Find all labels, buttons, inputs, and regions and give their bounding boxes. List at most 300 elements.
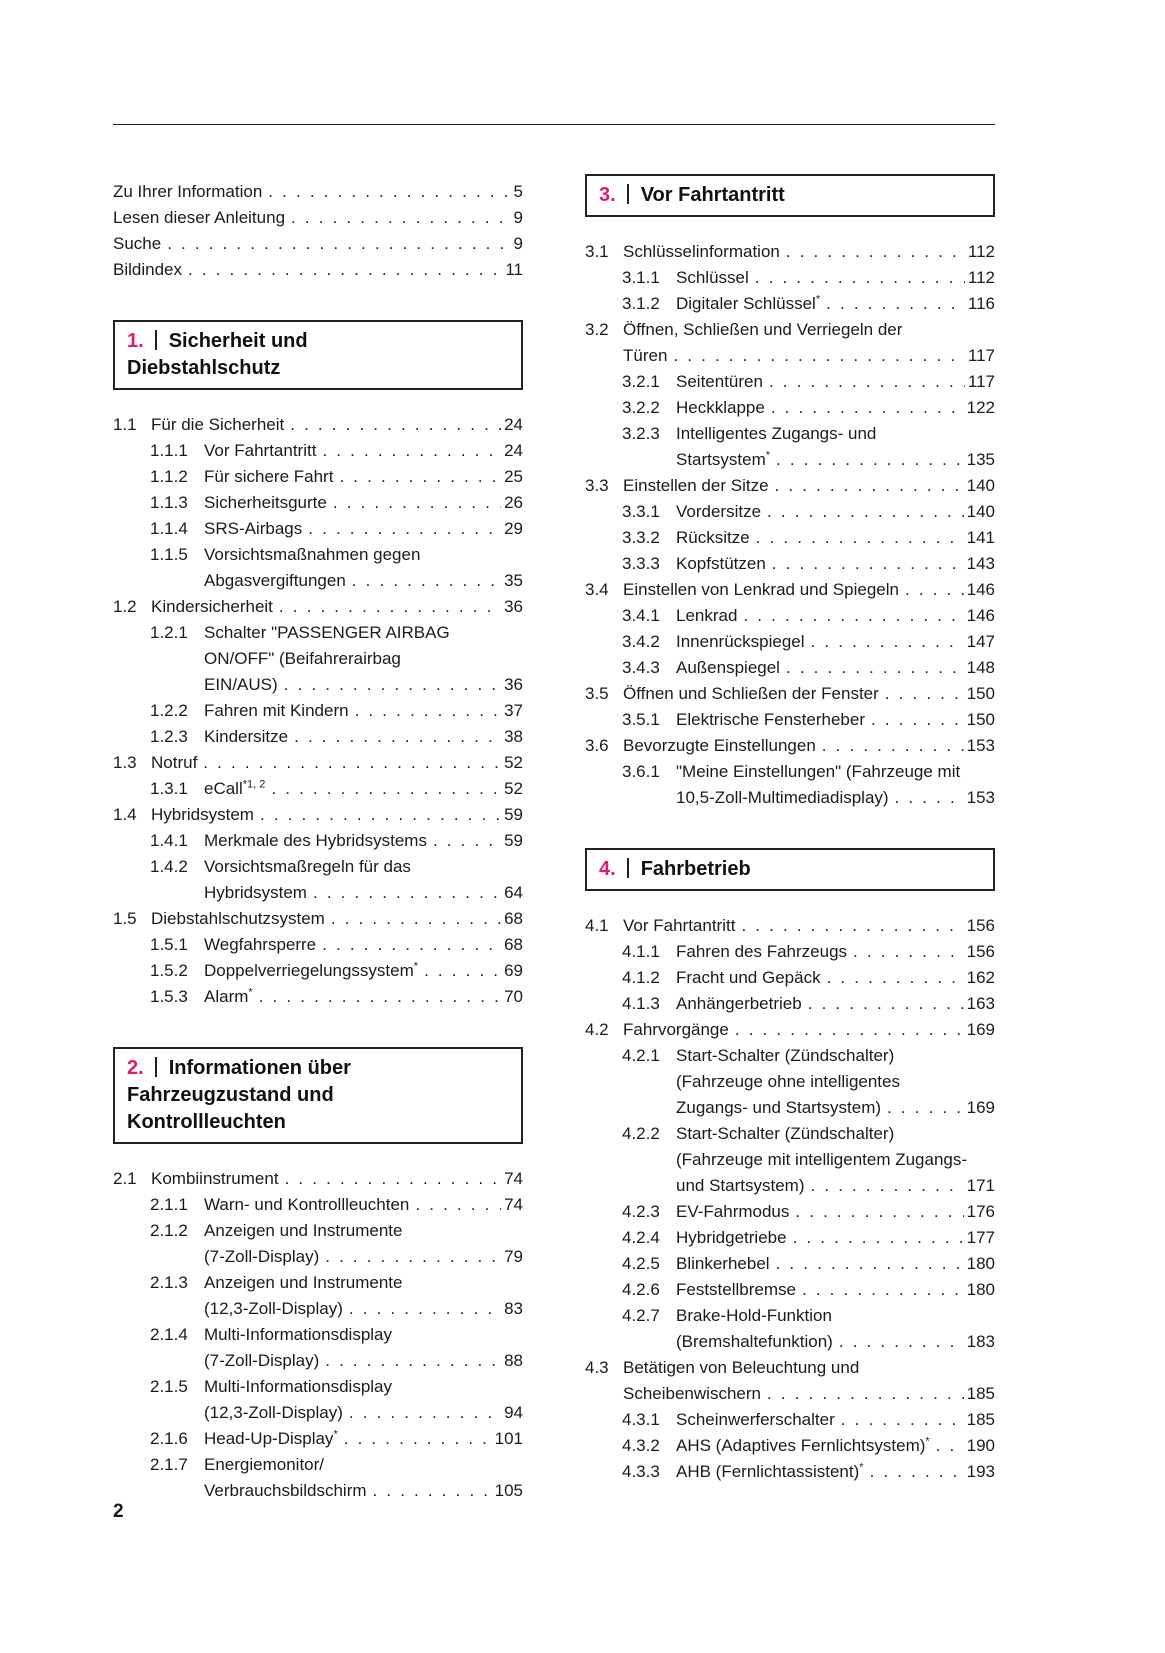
entry-label: 10,5-Zoll-Multimediadisplay) <box>676 788 889 807</box>
entry-number: 3.1.1 <box>622 268 660 287</box>
entry-page: 146 <box>966 580 995 599</box>
section-number: 3. <box>599 184 616 206</box>
entry-label: "Meine Einstellungen" (Fahrzeuge mit <box>676 762 961 781</box>
entry-page: 140 <box>966 502 995 521</box>
toc-line <box>204 646 523 672</box>
dot-leader <box>268 179 510 205</box>
entry-label: eCall$^{*1, 2}$ <box>204 778 266 798</box>
entry-label: Sicherheitsgurte <box>204 493 327 512</box>
section-title: Sicherheit und Diebstahlschutz <box>127 330 308 379</box>
toc-line <box>204 724 523 750</box>
entry-label: Schalter "PASSENGER AIRBAG <box>204 623 450 642</box>
toc-entry <box>622 939 995 965</box>
toc-line <box>151 594 523 620</box>
dot-leader <box>767 499 964 525</box>
entry-label: Kombiinstrument <box>151 1169 279 1188</box>
entry-page: 180 <box>966 1254 995 1273</box>
entry-label: Fahren mit Kindern <box>204 701 349 720</box>
dot-leader <box>259 984 501 1010</box>
dot-leader <box>811 629 964 655</box>
toc-line <box>676 1199 995 1225</box>
toc-entry <box>113 412 523 438</box>
entry-number: 2.1.5 <box>150 1377 188 1396</box>
dot-leader <box>767 1381 964 1407</box>
entry-label: Energiemonitor/ <box>204 1455 325 1474</box>
entry-page: 83 <box>504 1299 523 1318</box>
entry-page: 148 <box>966 658 995 677</box>
entry-number: 4.3.2 <box>622 1436 660 1455</box>
entry-label: Außenspiegel <box>676 658 780 677</box>
dot-leader <box>887 1095 964 1121</box>
entry-page: 146 <box>966 606 995 625</box>
entry-label: Betätigen von Beleuchtung und <box>623 1358 860 1377</box>
entry-number: 1.5.1 <box>150 935 188 954</box>
entry-number: 3.4.1 <box>622 606 660 625</box>
entry-page: 176 <box>966 1202 995 1221</box>
entry-number: 2.1.1 <box>150 1195 188 1214</box>
entry-label: Öffnen und Schließen der Fenster <box>623 684 879 703</box>
entry-number: 1.2 <box>113 597 137 616</box>
entry-number: 3.3.3 <box>622 554 660 573</box>
entry-page: 70 <box>504 987 523 1006</box>
dot-leader <box>772 551 964 577</box>
entry-label: Vorsichtsmaßnahmen gegen <box>204 545 421 564</box>
toc-entry <box>150 464 523 490</box>
entry-label: Start-Schalter (Zündschalter) <box>676 1046 895 1065</box>
toc-entry <box>150 1270 523 1322</box>
entry-page: 25 <box>504 467 523 486</box>
entry-label: (12,3-Zoll-Display) <box>204 1403 343 1422</box>
toc-line <box>676 291 995 317</box>
dot-leader <box>853 939 964 965</box>
entry-label: AHS (Adaptives Fernlichtsystem)* <box>676 1435 930 1455</box>
entry-number: 3.3.1 <box>622 502 660 521</box>
entry-number: 3.2.2 <box>622 398 660 417</box>
toc-line <box>623 343 995 369</box>
toc-line <box>676 629 995 655</box>
entry-page: 153 <box>966 788 995 807</box>
toc-line <box>676 991 995 1017</box>
entry-number: 1.4.2 <box>150 857 188 876</box>
entry-label: AHB (Fernlichtassistent)* <box>676 1461 864 1481</box>
toc-line <box>204 438 523 464</box>
entry-label: Vorsichtsmaßregeln für das <box>204 857 411 876</box>
entry-page: 112 <box>967 268 995 287</box>
entry-label: Vor Fahrtantritt <box>204 441 317 460</box>
dot-leader <box>325 1348 501 1374</box>
toc-line <box>676 1433 995 1459</box>
entry-label: Feststellbremse <box>676 1280 796 1299</box>
toc-entry <box>150 698 523 724</box>
toc-line <box>151 906 523 932</box>
entry-label: Für sichere Fahrt <box>204 467 334 486</box>
toc-line <box>204 1400 523 1426</box>
entry-page: 24 <box>504 441 523 460</box>
toc-entry <box>622 395 995 421</box>
dot-leader <box>433 828 501 854</box>
section-title: Fahrbetrieb <box>640 858 751 880</box>
toc-line <box>204 516 523 542</box>
entry-label: Innenrückspiegel <box>676 632 805 651</box>
entry-number: 4.2.2 <box>622 1124 660 1143</box>
toc-entry <box>585 317 995 369</box>
entry-number: 1.5.2 <box>150 961 188 980</box>
dot-leader <box>349 1400 501 1426</box>
entry-number: 3.1.2 <box>622 294 660 313</box>
entry-page: 88 <box>504 1351 523 1370</box>
entry-number: 4.2.7 <box>622 1306 660 1325</box>
entry-label: Hybridsystem <box>204 883 307 902</box>
entry-page: 59 <box>504 805 523 824</box>
toc-line <box>623 317 995 343</box>
entry-label: Blinkerhebel <box>676 1254 770 1273</box>
toc-line <box>151 802 523 828</box>
section-entries <box>113 1166 523 1504</box>
entry-label: Schlüsselinformation <box>623 242 780 261</box>
toc-line <box>676 395 995 421</box>
entry-page: 193 <box>966 1462 995 1481</box>
dot-leader <box>771 395 964 421</box>
toc-entry <box>622 965 995 991</box>
entry-number: 2.1.7 <box>150 1455 188 1474</box>
entry-label: Head-Up-Display* <box>204 1428 338 1448</box>
dot-leader <box>841 1407 964 1433</box>
toc-line <box>676 603 995 629</box>
toc-line <box>676 707 995 733</box>
entry-label: Bevorzugte Einstellungen <box>623 736 816 755</box>
dot-leader <box>755 265 965 291</box>
entry-number: 4.1.1 <box>622 942 660 961</box>
entry-number: 2.1.2 <box>150 1221 188 1240</box>
entry-page: 37 <box>504 701 523 720</box>
toc-line <box>204 464 523 490</box>
entry-label: Merkmale des Hybridsystems <box>204 831 427 850</box>
toc-line <box>676 525 995 551</box>
toc-entry <box>150 854 523 906</box>
toc-line <box>623 239 995 265</box>
dot-leader <box>673 343 964 369</box>
entry-label: Anzeigen und Instrumente <box>204 1221 403 1240</box>
entry-number: 2.1.6 <box>150 1429 188 1448</box>
entry-number: 3.3 <box>585 476 609 495</box>
entry-label: Anzeigen und Instrumente <box>204 1273 403 1292</box>
toc-line <box>676 655 995 681</box>
entry-label: Fahren des Fahrzeugs <box>676 942 848 961</box>
toc-entry <box>622 1199 995 1225</box>
toc-line <box>151 1166 523 1192</box>
dot-leader <box>424 958 501 984</box>
entry-page: 112 <box>967 242 995 261</box>
dot-leader <box>203 750 501 776</box>
toc-line <box>151 750 523 776</box>
entry-page: 169 <box>966 1098 995 1117</box>
entry-number: 1.2.1 <box>150 623 188 642</box>
toc-line <box>204 854 523 880</box>
toc-line <box>204 828 523 854</box>
toc-entry <box>622 1407 995 1433</box>
dot-leader <box>167 231 510 257</box>
toc-line <box>204 1478 523 1504</box>
entry-number: 3.1 <box>585 242 609 261</box>
toc-entry <box>150 932 523 958</box>
entry-number: 1.4.1 <box>150 831 188 850</box>
entry-page: 9 <box>513 208 523 227</box>
toc-line <box>113 231 523 257</box>
entry-label: Kindersitze <box>204 727 289 746</box>
section-entries <box>585 913 995 1485</box>
entry-number: 1.3 <box>113 753 137 772</box>
entry-page: 180 <box>966 1280 995 1299</box>
entry-number: 3.2.1 <box>622 372 660 391</box>
toc-entry <box>150 620 523 698</box>
toc-entry <box>585 733 995 759</box>
entry-page: 143 <box>966 554 995 573</box>
section-divider <box>627 184 629 204</box>
dot-leader <box>349 1296 501 1322</box>
entry-label: (7-Zoll-Display) <box>204 1247 320 1266</box>
entry-label: Scheinwerferschalter <box>676 1410 835 1429</box>
entry-page: 185 <box>966 1384 995 1403</box>
entry-page: 141 <box>966 528 995 547</box>
entry-number: 1.2.3 <box>150 727 188 746</box>
entry-number: 4.3 <box>585 1358 609 1377</box>
entry-number: 1.2.2 <box>150 701 188 720</box>
page-number: 2 <box>113 1501 124 1522</box>
section-entries <box>585 239 995 811</box>
section-number: 4. <box>599 858 616 880</box>
toc-line <box>623 1355 995 1381</box>
toc-line <box>204 568 523 594</box>
entry-page: 156 <box>966 942 995 961</box>
dot-leader <box>271 776 501 802</box>
toc-content <box>113 174 995 1504</box>
toc-entry <box>150 776 523 802</box>
entry-page: 162 <box>966 968 995 987</box>
entry-label: Verbrauchsbildschirm <box>204 1481 367 1500</box>
entry-number: 1.1.1 <box>150 441 188 460</box>
dot-leader <box>811 1173 964 1199</box>
toc-line <box>204 932 523 958</box>
entry-label: Vordersitze <box>676 502 762 521</box>
front-matter <box>113 179 523 283</box>
entry-page: 69 <box>504 961 523 980</box>
toc-line <box>204 490 523 516</box>
entry-page: 122 <box>966 398 995 417</box>
dot-leader <box>870 1459 964 1485</box>
entry-label: Heckklappe <box>676 398 765 417</box>
dot-leader <box>322 932 501 958</box>
toc-line <box>204 1218 523 1244</box>
toc-entry <box>622 551 995 577</box>
toc-line <box>676 265 995 291</box>
entry-label: Multi-Informationsdisplay <box>204 1377 393 1396</box>
entry-number: 3.4.3 <box>622 658 660 677</box>
toc-entry <box>150 1218 523 1270</box>
dot-leader <box>775 473 964 499</box>
column-right <box>585 174 995 1485</box>
entry-number: 3.2 <box>585 320 609 339</box>
entry-page: 105 <box>494 1481 523 1500</box>
dot-leader <box>284 672 501 698</box>
toc-entry <box>622 265 995 291</box>
toc-line <box>676 1069 995 1095</box>
entry-label: Vor Fahrtantritt <box>623 916 736 935</box>
entry-label: Fracht und Gepäck <box>676 968 821 987</box>
entry-page: 26 <box>504 493 523 512</box>
entry-number: 3.6 <box>585 736 609 755</box>
dot-leader <box>743 603 963 629</box>
dot-leader <box>885 681 964 707</box>
entry-label: Kopfstützen <box>676 554 766 573</box>
dot-leader <box>308 516 501 542</box>
entry-label: Lesen dieser Anleitung <box>113 208 286 227</box>
toc-entry <box>622 1303 995 1355</box>
entry-number: 2.1.3 <box>150 1273 188 1292</box>
dot-leader <box>279 594 501 620</box>
entry-number: 1.1.3 <box>150 493 188 512</box>
toc-entry <box>113 802 523 828</box>
entry-page: 101 <box>494 1429 523 1448</box>
dot-leader <box>808 991 964 1017</box>
entry-label: Startsystem* <box>676 449 771 469</box>
entry-page: 150 <box>966 710 995 729</box>
toc-entry <box>150 958 523 984</box>
toc-entry <box>150 828 523 854</box>
toc-line <box>204 880 523 906</box>
toc-line <box>204 1322 523 1348</box>
entry-number: 1.1.4 <box>150 519 188 538</box>
toc-entry <box>150 1322 523 1374</box>
toc-entry <box>622 991 995 1017</box>
toc-entry <box>622 1225 995 1251</box>
entry-label: Notruf <box>151 753 198 772</box>
toc-line <box>204 1296 523 1322</box>
entry-page: 9 <box>513 234 523 253</box>
entry-label: (Fahrzeuge mit intelligentem Zugangs- <box>676 1150 968 1169</box>
section-title: Vor Fahrtantritt <box>640 184 785 206</box>
entry-page: 185 <box>966 1410 995 1429</box>
toc-line <box>204 1452 523 1478</box>
toc-line <box>676 499 995 525</box>
toc-line <box>676 551 995 577</box>
toc-entry <box>113 594 523 620</box>
dot-leader <box>756 525 964 551</box>
section-header <box>113 320 523 390</box>
entry-number: 1.1.5 <box>150 545 188 564</box>
dot-leader <box>260 802 501 828</box>
toc-entry <box>585 1017 995 1043</box>
entry-page: 64 <box>504 883 523 902</box>
dot-leader <box>936 1433 964 1459</box>
toc-entry <box>622 655 995 681</box>
toc-line <box>204 698 523 724</box>
entry-label: (Bremshaltefunktion) <box>676 1332 833 1351</box>
entry-number: 2.1 <box>113 1169 137 1188</box>
entry-number: 4.3.1 <box>622 1410 660 1429</box>
entry-number: 3.6.1 <box>622 762 660 781</box>
footnote-marker: * <box>333 1428 338 1441</box>
entry-number: 4.1.2 <box>622 968 660 987</box>
front-matter-entry <box>113 257 523 283</box>
toc-entry <box>150 516 523 542</box>
toc-line <box>113 257 523 283</box>
toc-line <box>204 1374 523 1400</box>
entry-page: 24 <box>504 415 523 434</box>
dot-leader <box>188 257 502 283</box>
toc-entry <box>113 750 523 776</box>
dot-leader <box>294 724 501 750</box>
entry-number: 3.4.2 <box>622 632 660 651</box>
entry-label: Alarm* <box>204 986 253 1006</box>
toc-entry <box>622 759 995 811</box>
toc-line <box>676 1043 995 1069</box>
footnote-marker: * <box>248 986 253 999</box>
toc-entry <box>585 473 995 499</box>
toc-line <box>676 1121 995 1147</box>
toc-line <box>204 542 523 568</box>
toc-line <box>113 179 523 205</box>
toc-entry <box>622 291 995 317</box>
toc-line <box>151 412 523 438</box>
entry-number: 4.2.4 <box>622 1228 660 1247</box>
toc-entry <box>622 1459 995 1485</box>
entry-label: Seitentüren <box>676 372 763 391</box>
toc-line <box>676 1329 995 1355</box>
entry-page: 68 <box>504 935 523 954</box>
entry-number: 4.1.3 <box>622 994 660 1013</box>
section-number: 1. <box>127 330 144 352</box>
dot-leader <box>331 906 501 932</box>
entry-page: 11 <box>505 260 523 279</box>
entry-label: Fahrvorgänge <box>623 1020 729 1039</box>
entry-page: 94 <box>504 1403 523 1422</box>
toc-line <box>623 577 995 603</box>
entry-page: 59 <box>504 831 523 850</box>
entry-page: 117 <box>967 372 995 391</box>
entry-page: 116 <box>967 294 995 313</box>
entry-label: Zu Ihrer Information <box>113 182 263 201</box>
toc-entry <box>622 707 995 733</box>
entry-number: 3.5 <box>585 684 609 703</box>
dot-leader <box>786 655 964 681</box>
toc-line <box>676 1407 995 1433</box>
toc-line <box>204 1426 523 1452</box>
entry-label: EV-Fahrmodus <box>676 1202 790 1221</box>
dot-leader <box>871 707 964 733</box>
toc-entry <box>150 1452 523 1504</box>
dot-leader <box>895 785 964 811</box>
dot-leader <box>735 1017 964 1043</box>
toc-line <box>204 776 523 802</box>
footnote-marker: *1, 2 <box>242 778 266 791</box>
entry-page: 135 <box>966 450 995 469</box>
entry-label: Suche <box>113 234 162 253</box>
entry-page: 171 <box>966 1176 995 1195</box>
entry-number: 1.3.1 <box>150 779 188 798</box>
toc-line <box>204 1192 523 1218</box>
toc-line <box>676 1303 995 1329</box>
entry-label: Digitaler Schlüssel* <box>676 293 821 313</box>
entry-label: Intelligentes Zugangs- und <box>676 424 877 443</box>
entry-label: EIN/AUS) <box>204 675 278 694</box>
entry-number: 3.4 <box>585 580 609 599</box>
entry-label: Warn- und Kontrollleuchten <box>204 1195 410 1214</box>
toc-entry <box>585 577 995 603</box>
entry-number: 4.2.5 <box>622 1254 660 1273</box>
toc-line <box>676 369 995 395</box>
entry-page: 74 <box>504 1169 523 1188</box>
toc-line <box>676 1225 995 1251</box>
